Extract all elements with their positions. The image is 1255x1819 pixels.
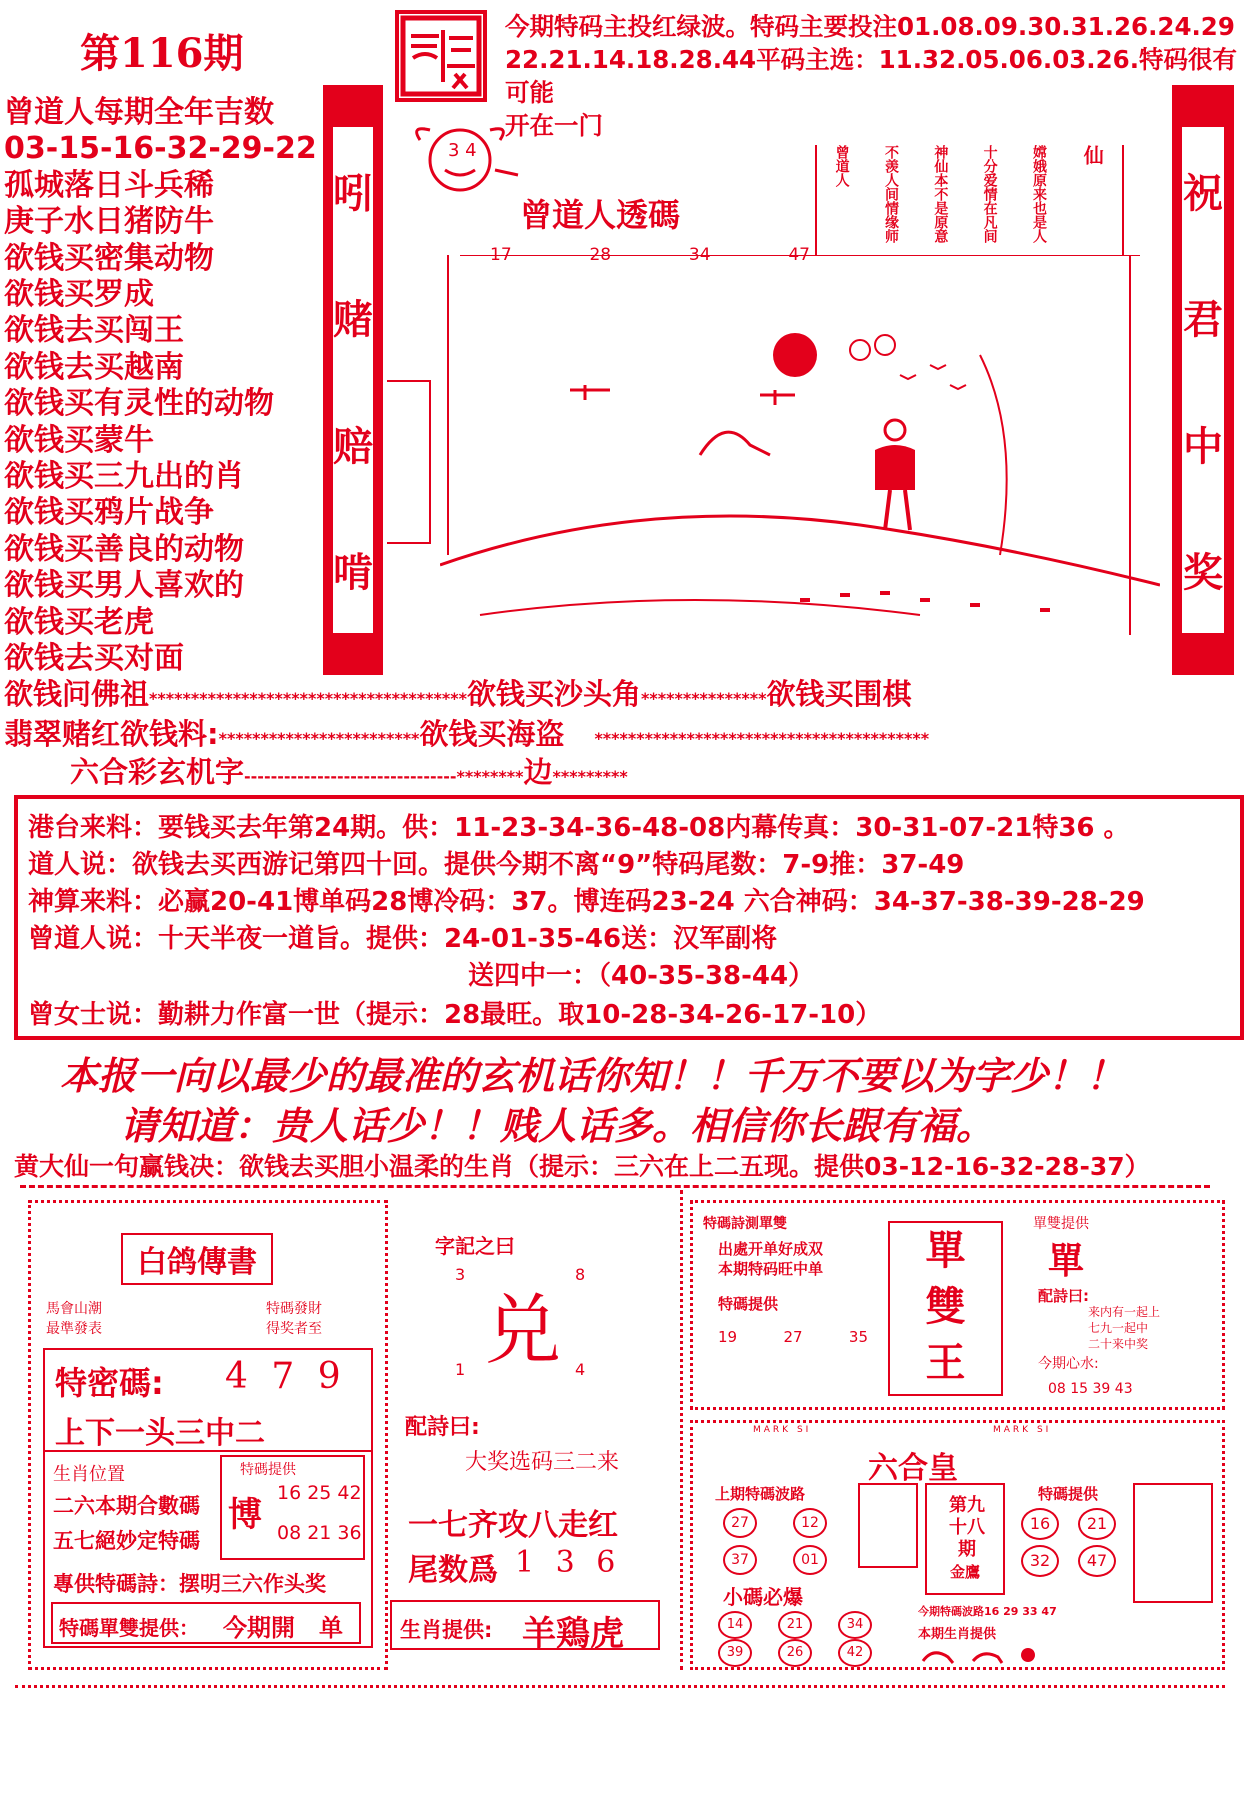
- ds-right-poem: 二十来中奖: [1088, 1337, 1149, 1351]
- sx-value: 羊鶏虎: [522, 1614, 624, 1654]
- divider: [20, 1185, 1210, 1188]
- left-line: 曾道人每期全年吉数: [4, 95, 274, 130]
- special-nums: 08 21 36: [277, 1522, 362, 1544]
- tema-label: 特密碼:: [55, 1364, 164, 1402]
- ds-text: 出處开单好成双: [718, 1240, 824, 1258]
- dan-value: 今期開 单: [223, 1614, 343, 1642]
- corner-num: 8: [575, 1265, 586, 1284]
- ds-title: 特碼詩測單雙: [703, 1216, 787, 1232]
- scroll-char: 吲: [333, 170, 373, 217]
- scroll-char: 中: [1183, 423, 1223, 470]
- ds-right-char: 單: [1048, 1240, 1085, 1282]
- dashes: --------------------------------********: [244, 767, 524, 786]
- dan-label: 特碼單雙提供：: [59, 1616, 199, 1640]
- issue-badge-text: 第九十八期: [949, 1495, 985, 1560]
- mid-text: 欲钱买沙头角: [466, 677, 641, 711]
- special-title: 特碼提供: [240, 1462, 296, 1478]
- issue-badge: [925, 1483, 1005, 1595]
- tema-value: 4 7 9: [225, 1356, 347, 1397]
- num-circle: 32: [1021, 1545, 1059, 1577]
- ds-text: 本期特码旺中单: [718, 1260, 824, 1278]
- left-line: 欲钱去买闯王: [4, 313, 184, 349]
- left-line: 03-15-16-32-29-22: [4, 131, 317, 167]
- corner-num: 1: [455, 1360, 466, 1379]
- zi-poem-label: 配詩曰:: [405, 1415, 480, 1440]
- scroll-char: 祝: [1183, 170, 1223, 217]
- stars: ****************************************: [594, 729, 930, 748]
- slogan-1: 本报一向以最少的最准的玄机话你知！！千万不要以为字少！！: [60, 1053, 1125, 1098]
- ds-big-title: [888, 1221, 1003, 1396]
- banner-title: 曾道人透碼: [520, 196, 681, 234]
- left-line: 孤城落日斗兵稀: [4, 167, 214, 203]
- mid-text: 六合彩玄机字: [70, 755, 245, 789]
- slogan-2: 请知道：贵人话少！！贱人话多。相信你长跟有福。: [120, 1103, 995, 1148]
- num-circle: 16: [1021, 1508, 1059, 1540]
- last-wave: 上期特碼波路: [715, 1485, 806, 1503]
- stars: ***************: [640, 689, 767, 708]
- tail-value: 1 3 6: [515, 1545, 622, 1580]
- info-row: 曾女士说：勤耕力作富一世（提示：28最旺。取10-28-34-26-17-10）: [28, 1000, 882, 1030]
- mid-text: 欲钱买围棋: [766, 677, 912, 711]
- notice-block: [505, 10, 1250, 142]
- tema-hint: 上下一头三中二: [55, 1416, 265, 1451]
- corner-num: 4: [575, 1360, 586, 1379]
- left-scroll: [323, 85, 383, 675]
- liuhe-special-title: 特碼提供: [1038, 1485, 1099, 1503]
- ds-big-char: 王: [925, 1339, 966, 1386]
- special-box: [220, 1455, 365, 1560]
- big-char: 兑: [485, 1286, 561, 1375]
- landscape-icon: [440, 255, 1160, 655]
- left-scroll-body: [331, 125, 375, 635]
- issue-number: 第116期: [80, 30, 244, 77]
- poem-col: 十分爱情在凡间: [981, 145, 998, 243]
- poem-col: 神仙本不是原意: [932, 145, 949, 243]
- ds-right-water: 今期心水:: [1038, 1356, 1099, 1372]
- panel-pigeon-title: 白鸽傳書: [121, 1233, 273, 1285]
- divider: [15, 1685, 1225, 1688]
- panel-zi-title: 字記之曰: [435, 1234, 515, 1258]
- ds-num: 19: [718, 1328, 738, 1346]
- left-line: 欲钱买罗成: [4, 277, 154, 313]
- special-nums: 16 25 42: [277, 1482, 362, 1504]
- right-list: [1133, 1483, 1213, 1603]
- scroll-char: 赌: [333, 297, 373, 344]
- border-text: MARK SI: [993, 1425, 1052, 1435]
- left-column: [4, 95, 324, 678]
- left-line: 欲钱买男人喜欢的: [4, 568, 244, 604]
- issue-badge-sub: 金鷹: [949, 1563, 980, 1581]
- notice-line: 今期特码主投红绿波。特码主要投注01.08.09.30.31.26.24.29: [505, 12, 1235, 41]
- left-line: 欲钱买蒙牛: [4, 422, 154, 458]
- poem-box: [815, 145, 1124, 255]
- mid-line-1: [4, 672, 912, 713]
- left-line: 欲钱去买越南: [4, 349, 184, 385]
- left-line: 欲钱买三九出的肖: [4, 459, 244, 495]
- scroll-char: 君: [1183, 297, 1223, 344]
- ds-nums: [718, 1328, 868, 1346]
- num-circle: 21: [1078, 1508, 1116, 1540]
- left-line: 欲钱买有灵性的动物: [4, 386, 274, 422]
- left-line: 欲钱去买对面: [4, 641, 184, 677]
- num-circle: 34: [838, 1611, 872, 1639]
- num-circle: 12: [793, 1508, 827, 1538]
- info-box: [14, 795, 1244, 1040]
- num-circle: 26: [778, 1639, 812, 1667]
- divider: [45, 1450, 371, 1452]
- left-line: 欲钱买鸦片战争: [4, 495, 214, 531]
- side-list: [858, 1483, 918, 1568]
- side-tablet: [387, 380, 431, 544]
- wave-line: 今期特碼波路16 29 33 47: [918, 1605, 1057, 1618]
- sx-box: [390, 1600, 660, 1654]
- panel-liuhe: [690, 1420, 1225, 1670]
- ds-right-title: 單雙提供: [1033, 1216, 1089, 1232]
- right-scroll-body: [1180, 125, 1226, 635]
- num-circle: 47: [1078, 1545, 1116, 1577]
- notice-line: 开在一门: [505, 111, 603, 140]
- seal-stamp: [395, 10, 487, 102]
- pigeon-inner: [43, 1348, 373, 1648]
- huang-line: 黄大仙一句赢钱决：欲钱去买胆小温柔的生肖（提示：三六在上二五现。提供03-12-16-32-28-37）: [14, 1152, 1150, 1181]
- divider: [680, 1190, 683, 1670]
- ds-right-poem-label: 配詩曰:: [1038, 1287, 1089, 1305]
- pigeon-poem: 專供特碼詩：摆明三六作头奖: [53, 1572, 326, 1596]
- ds-num: 27: [783, 1328, 803, 1346]
- scroll-char: 奖: [1183, 550, 1223, 597]
- ds-right-poem: 来内有一起上: [1088, 1305, 1161, 1319]
- poem-col: 仙: [1080, 145, 1105, 165]
- bo-char: 博: [228, 1495, 262, 1535]
- ds-num: 35: [848, 1328, 868, 1346]
- left-line: 欲钱买老虎: [4, 604, 154, 640]
- shengxiao-line: 五七絕妙定特碼: [53, 1529, 200, 1553]
- banner-number: 17: [490, 245, 512, 265]
- info-row: 送四中一：（40-35-38-44）: [468, 961, 815, 991]
- info-row: 神算来料：必赢20-41博单码28博冷码：37。博连码23-24 六合神码：34-37-38-39-28-29: [28, 887, 1145, 917]
- sx-label: 生肖提供:: [400, 1618, 493, 1642]
- num-circle: 21: [778, 1611, 812, 1639]
- banner-number: 28: [589, 245, 612, 265]
- info-row: 曾道人说：十天半夜一道旨。提供：24-01-35-46送：汉军副将: [28, 924, 778, 954]
- num-circle: 42: [838, 1639, 872, 1667]
- dan-box: [51, 1602, 361, 1644]
- ds-right-poem: 七九一起中: [1088, 1321, 1149, 1335]
- landscape-painting: [440, 255, 1160, 655]
- panel-pigeon: [28, 1200, 388, 1670]
- poem-col: 嫦娥原来也是人: [1030, 145, 1047, 243]
- ds-tema-label: 特碼提供: [718, 1295, 779, 1313]
- small-must: 小碼必爆: [723, 1585, 803, 1609]
- panel-dan-shuang: [690, 1200, 1225, 1410]
- mid-text: 欲钱买海盗: [419, 717, 565, 751]
- sun-god-figure: [400, 120, 520, 200]
- pigeon-side-left: 馬會山潮 最準發表: [46, 1301, 102, 1337]
- poem-col: 曾道人: [833, 145, 850, 187]
- info-row: 道人说：欲钱去买西游记第四十回。提供今期不离“9”特码尾数：7-9推：37-49: [28, 850, 965, 880]
- corner-num: 3: [455, 1265, 466, 1284]
- stars: *********: [552, 767, 628, 786]
- num-circle: 37: [723, 1545, 757, 1575]
- banner-number: 34: [688, 245, 711, 265]
- right-scroll: [1172, 85, 1234, 675]
- shengxiao-line: 二六本期合數碼: [53, 1494, 200, 1518]
- seal-icon: [399, 14, 483, 98]
- num-circle: 27: [723, 1508, 757, 1538]
- animal-icons: [918, 1643, 1058, 1667]
- pigeon-side-right: 特碼發財 得奖者至: [266, 1301, 322, 1337]
- mid-line-2: [4, 712, 929, 753]
- scroll-char: 啃: [333, 550, 373, 597]
- left-line: 欲钱买善良的动物: [4, 531, 244, 567]
- notice-line: 22.21.14.18.28.44平码主选：11.32.05.06.03.26.特码很有可能: [505, 45, 1238, 107]
- scroll-char: 赔: [333, 423, 373, 470]
- liuhe-title: 六合皇: [868, 1451, 958, 1486]
- mid-text: 欲钱问佛祖: [4, 677, 150, 711]
- poem-col: 不羡人间情缘师: [882, 145, 899, 243]
- zi-poem-text: 大奖选码三二来: [465, 1450, 620, 1475]
- stars: ************************: [218, 729, 420, 748]
- info-row: 港台来料：要钱买去年第24期。供：11-23-34-36-48-08内幕传真：30-31-07-21特36 。: [28, 813, 1130, 843]
- mid-text: 边: [523, 755, 553, 789]
- animal-title: 本期生肖提供: [918, 1627, 997, 1642]
- ds-right-nums: 08 15 39 43: [1048, 1381, 1133, 1397]
- num-circle: 39: [718, 1639, 752, 1667]
- banner-number: 47: [788, 245, 810, 265]
- panel-zi: [390, 1200, 680, 1670]
- sun-label: 3 4: [448, 140, 477, 161]
- ds-big-char: 單: [925, 1227, 966, 1274]
- mid-line-3: [70, 750, 628, 791]
- border-text: MARK SI: [753, 1425, 812, 1435]
- mid-text: 翡翠赌红欲钱料:: [4, 717, 219, 751]
- num-circle: 01: [793, 1545, 827, 1575]
- left-line: 欲钱买密集动物: [4, 240, 214, 276]
- left-line: 庚子水日猪防牛: [4, 204, 214, 240]
- shengxiao-title: 生肖位置: [53, 1464, 125, 1485]
- ds-big-char: 雙: [925, 1283, 966, 1330]
- stars: **************************************: [149, 689, 467, 708]
- tail-label: 尾数爲: [408, 1553, 498, 1588]
- num-circle: 14: [718, 1611, 752, 1639]
- zi-big-line: 一七齐攻八走红: [408, 1508, 618, 1543]
